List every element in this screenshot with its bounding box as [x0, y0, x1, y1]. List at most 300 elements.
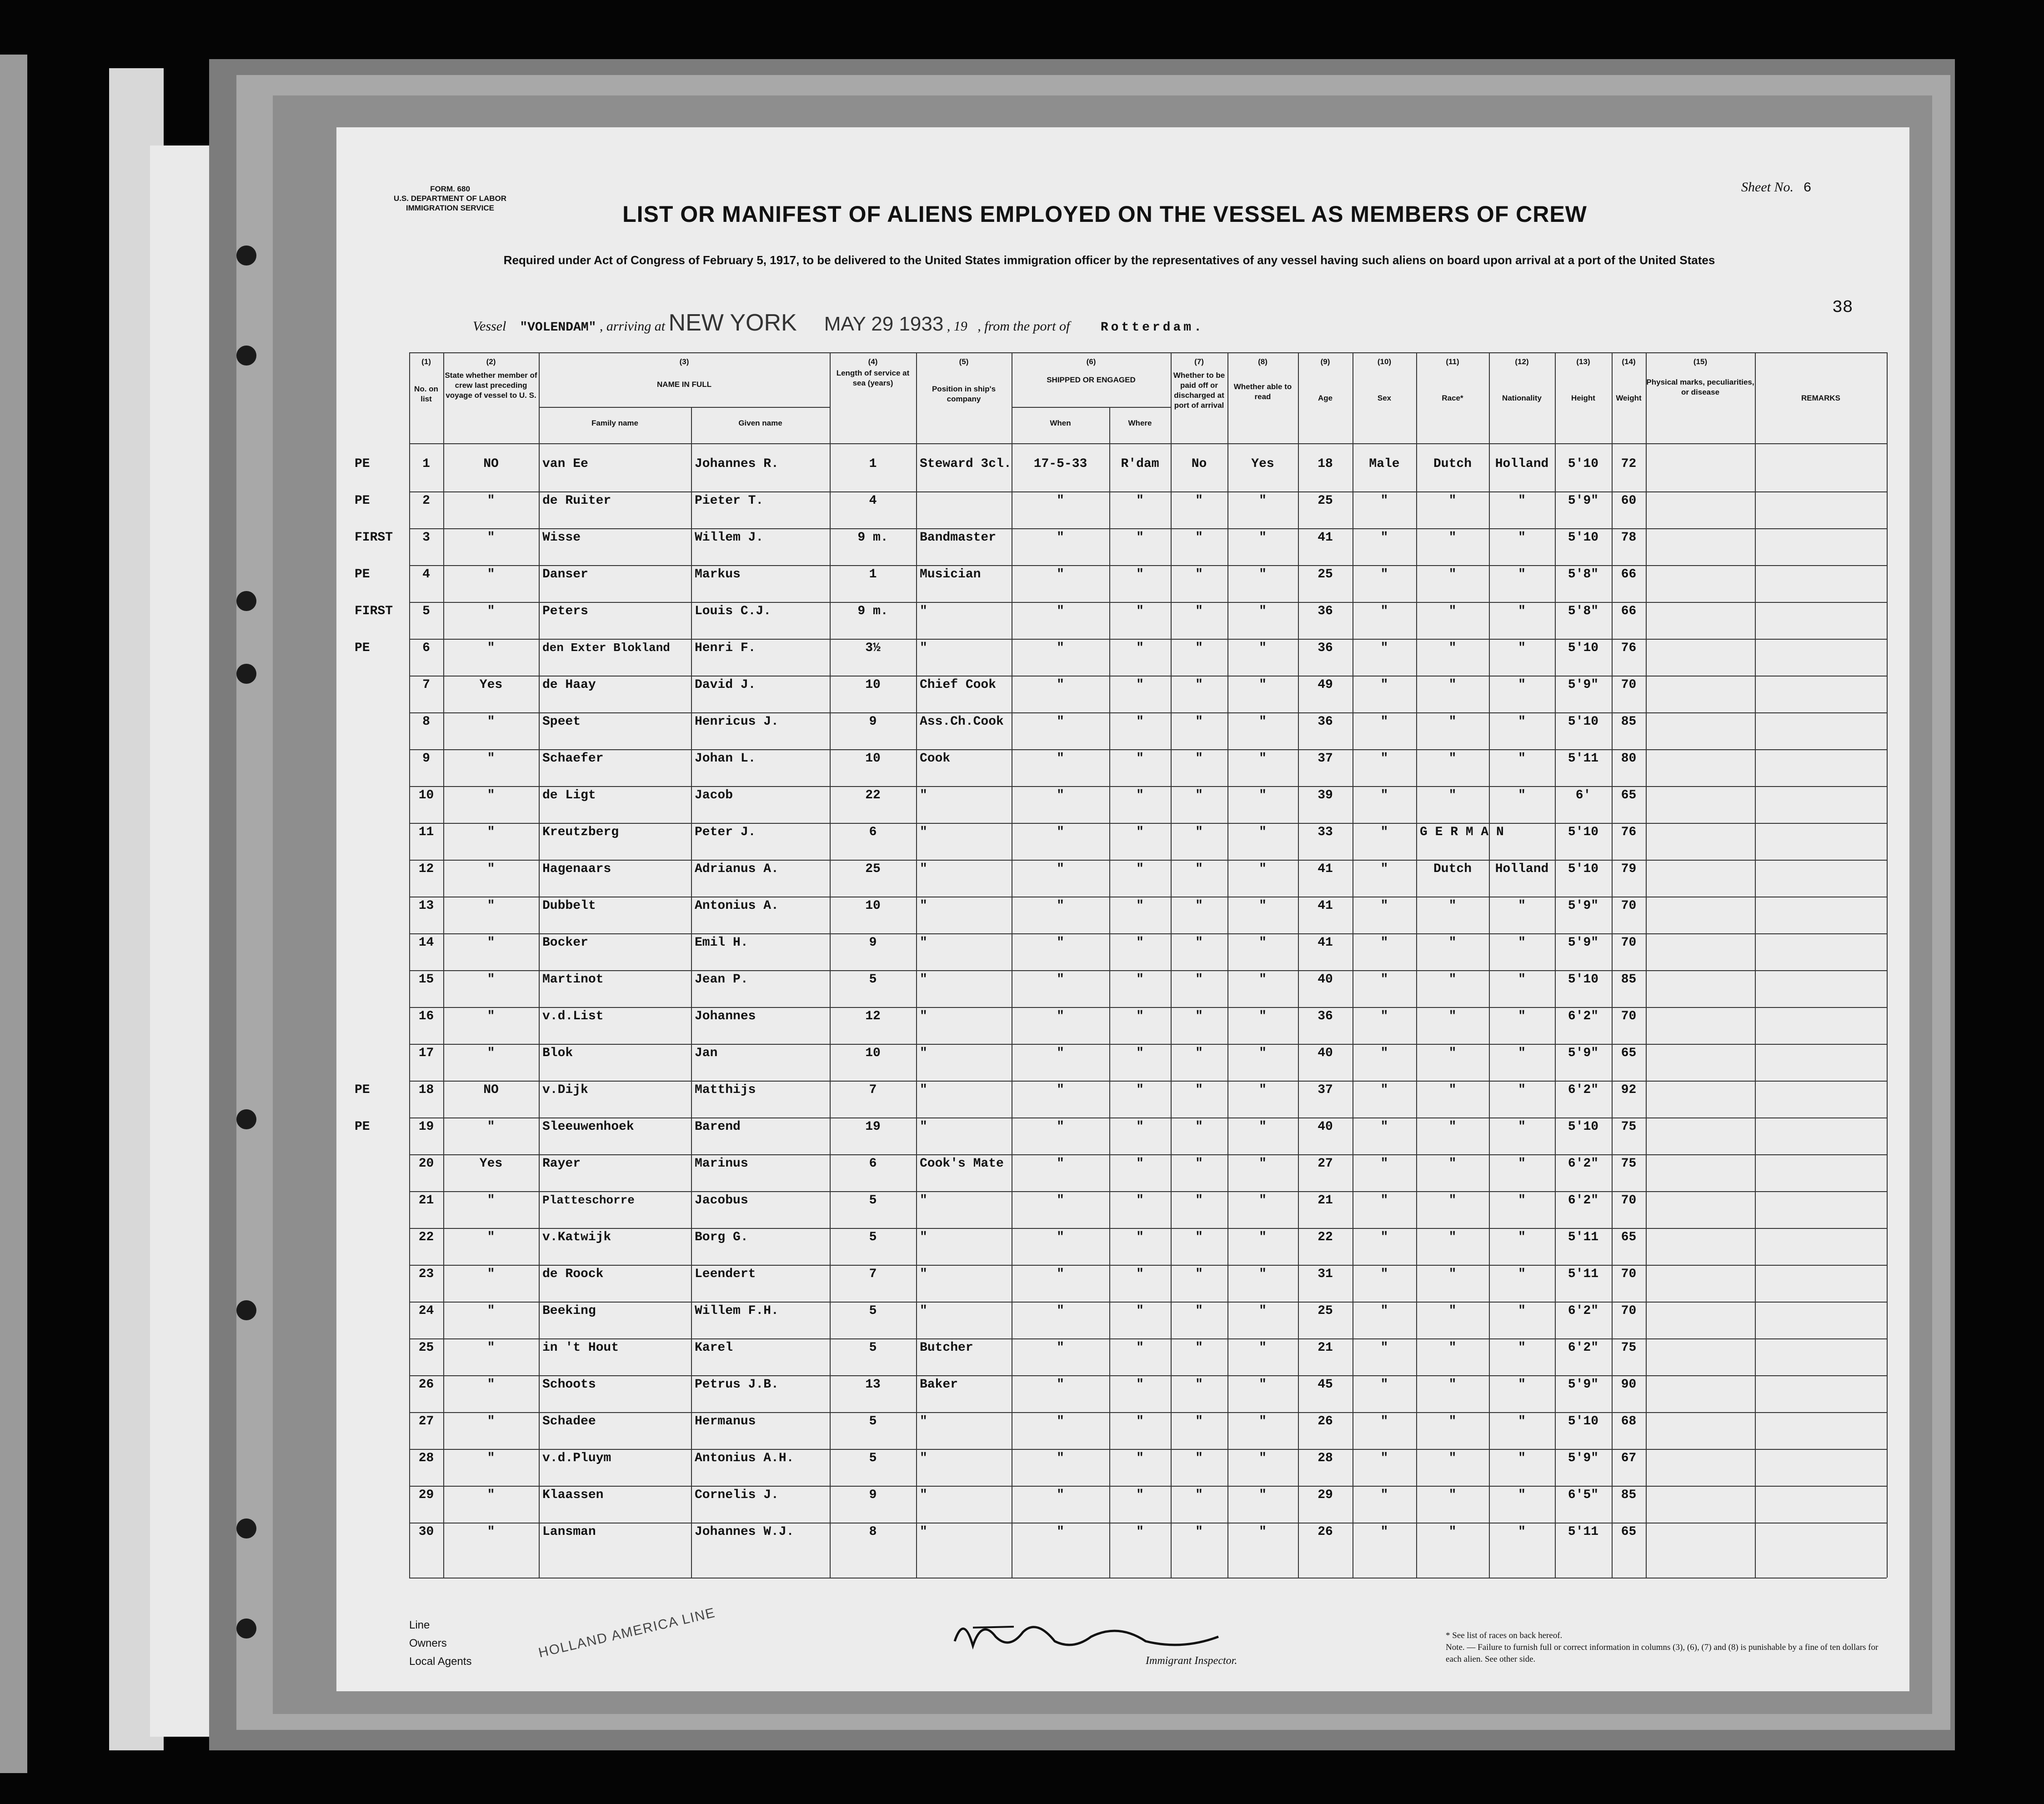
cell-service: 7 [869, 1083, 877, 1097]
cell-paid: " [1195, 531, 1203, 545]
cell-race: " [1448, 1120, 1457, 1134]
cell-read: " [1259, 531, 1267, 545]
shipping-line-stamp: HOLLAND AMERICA LINE [537, 1605, 717, 1661]
cell-position: Butcher [920, 1341, 973, 1355]
cell-when: " [1057, 788, 1064, 802]
cell-given: Cornelis J. [695, 1488, 779, 1502]
cell-family: Klaassen [542, 1488, 604, 1502]
cell-age: 37 [1318, 1083, 1333, 1097]
cell-nat: Holland [1495, 457, 1549, 471]
cell-read: " [1259, 1304, 1267, 1318]
cell-position: " [920, 899, 927, 913]
cell-paid: " [1195, 604, 1203, 618]
table-row [0, 1479, 1955, 1515]
cell-when: " [1057, 641, 1064, 655]
cell-when: " [1057, 1230, 1064, 1244]
cell-paid: " [1195, 972, 1203, 987]
cell-height: 5'9" [1568, 1451, 1599, 1465]
col-7-number: (7) [1194, 357, 1204, 366]
cell-family: de Haay [542, 678, 596, 692]
cell-family: Beeking [542, 1304, 596, 1318]
cell-when: " [1057, 1267, 1064, 1281]
cell-no: 17 [418, 1046, 434, 1060]
col-height-header: Height [1571, 394, 1595, 402]
cell-no: 9 [422, 752, 430, 766]
cell-age: 40 [1318, 972, 1333, 987]
cell-when: " [1057, 1488, 1064, 1502]
col-sex-header: Sex [1377, 394, 1392, 402]
cell-read: " [1259, 641, 1267, 655]
table-row [0, 1442, 1955, 1478]
cell-weight: 70 [1621, 899, 1637, 913]
cell-read: " [1259, 899, 1267, 913]
punch-hole [236, 246, 256, 266]
cell-read: " [1259, 1341, 1267, 1355]
cell-sex: " [1380, 1193, 1388, 1208]
cell-service: 4 [869, 494, 877, 508]
col-10-number: (10) [1377, 357, 1392, 366]
sheet-value: 6 [1803, 180, 1812, 196]
cell-weight: 67 [1621, 1451, 1637, 1465]
cell-height: 5'11 [1568, 752, 1599, 766]
cell-position: " [920, 1193, 927, 1208]
cell-weight: 70 [1621, 1009, 1637, 1023]
cell-height: 5'11 [1568, 1267, 1599, 1281]
cell-sex: " [1380, 1451, 1388, 1465]
table-row [0, 1368, 1955, 1405]
cell-paid: " [1195, 1046, 1203, 1060]
cell-paid: " [1195, 1230, 1203, 1244]
table-row [0, 1332, 1955, 1368]
cell-weight: 92 [1621, 1083, 1637, 1097]
cell-when: " [1057, 1414, 1064, 1428]
cell-nat: " [1518, 1267, 1526, 1281]
cell-where: " [1136, 825, 1144, 839]
col-1-number: (1) [421, 357, 431, 366]
cell-no: 18 [418, 1083, 434, 1097]
cell-height: 5'10 [1568, 862, 1599, 876]
cell-nat: " [1518, 715, 1526, 729]
cell-when: " [1057, 972, 1064, 987]
voyage-line [473, 309, 1204, 336]
cell-family: de Ruiter [542, 494, 611, 508]
cell-service: 9 m. [857, 531, 888, 545]
cell-weight: 70 [1621, 678, 1637, 692]
cell-race: " [1448, 678, 1457, 692]
cell-prev: " [487, 1046, 495, 1060]
cell-age: 36 [1318, 641, 1333, 655]
cell-read: " [1259, 1378, 1267, 1392]
cell-height: 5'9" [1568, 899, 1599, 913]
cell-prev: " [487, 1341, 495, 1355]
cell-prev: " [487, 752, 495, 766]
cell-where: " [1136, 1341, 1144, 1355]
cell-when: " [1057, 1193, 1064, 1208]
cell-sex: " [1380, 1341, 1388, 1355]
cell-read: " [1259, 567, 1267, 581]
cell-where: " [1136, 1488, 1144, 1502]
table-row [0, 1516, 1955, 1552]
penalty-note: Note. — Failure to furnish full or correct information in columns (3), (6), (7) and (8) is punishable by a fine of ten dollars for each alien. See other side. [1446, 1643, 1879, 1664]
cell-nat: " [1518, 972, 1526, 987]
cell-position: " [920, 1267, 927, 1281]
cell-prev: " [487, 1378, 495, 1392]
cell-prev: " [487, 567, 495, 581]
cell-no: 12 [418, 862, 434, 876]
cell-race: " [1448, 972, 1457, 987]
cell-paid: " [1195, 1304, 1203, 1318]
cell-race: " [1448, 1046, 1457, 1060]
cell-position: " [920, 1083, 927, 1097]
col-shipped-header: SHIPPED OR ENGAGED [1047, 376, 1136, 384]
cell-when: " [1057, 1378, 1064, 1392]
cell-position: Baker [920, 1378, 958, 1392]
table-row [0, 1258, 1955, 1294]
cell-race: " [1448, 1083, 1457, 1097]
cell-prev: " [487, 641, 495, 655]
cell-read: " [1259, 604, 1267, 618]
cell-height: 5'9" [1568, 494, 1599, 508]
cell-given: Barend [695, 1120, 741, 1134]
cell-sex: " [1380, 678, 1388, 692]
cell-family: Kreutzberg [542, 825, 619, 839]
cell-paid: " [1195, 1525, 1203, 1539]
cell-age: 31 [1318, 1267, 1333, 1281]
cell-no: 3 [422, 531, 430, 545]
col-13-number: (13) [1576, 357, 1590, 366]
year-suffix: , 19 [947, 319, 967, 334]
cell-nat: " [1518, 567, 1526, 581]
cell-height: 5'11 [1568, 1525, 1599, 1539]
cell-height: 6'2" [1568, 1157, 1599, 1171]
table-row [0, 521, 1955, 558]
cell-race: " [1448, 1009, 1457, 1023]
cell-prev: Yes [479, 678, 503, 692]
cell-prev: " [487, 1193, 495, 1208]
cell-no: 27 [418, 1414, 434, 1428]
cell-nat: " [1518, 494, 1526, 508]
cell-nat: " [1518, 788, 1526, 802]
cell-position: " [920, 1451, 927, 1465]
cell-nat: " [1518, 641, 1526, 655]
cell-where: " [1136, 1525, 1144, 1539]
cell-weight: 65 [1621, 1525, 1637, 1539]
cell-given: Borg G. [695, 1230, 748, 1244]
cell-when: " [1057, 1304, 1064, 1318]
cell-prev: " [487, 936, 495, 950]
cell-nat: " [1518, 752, 1526, 766]
cell-age: 26 [1318, 1414, 1333, 1428]
cell-read: " [1259, 972, 1267, 987]
cell-position: " [920, 1120, 927, 1134]
vessel-name: "VOLENDAM" [520, 321, 596, 335]
cell-nat: " [1518, 1488, 1526, 1502]
cell-weight: 66 [1621, 567, 1637, 581]
cell-where: " [1136, 1157, 1144, 1171]
cell-when: 17-5-33 [1033, 457, 1087, 471]
cell-weight: 70 [1621, 1193, 1637, 1208]
cell-no: 23 [418, 1267, 434, 1281]
cell-weight: 78 [1621, 531, 1637, 545]
cell-given: Johannes W.J. [695, 1525, 794, 1539]
cell-read: " [1259, 1083, 1267, 1097]
cell-age: 41 [1318, 531, 1333, 545]
table-row [0, 963, 1955, 1000]
department-name: U.S. DEPARTMENT OF LABOR [393, 194, 507, 203]
cell-service: 9 [869, 715, 877, 729]
cell-when: " [1057, 752, 1064, 766]
cell-given: Jan [695, 1046, 718, 1060]
cell-sex: " [1380, 1046, 1388, 1060]
cell-race: Dutch [1433, 862, 1472, 876]
cell-weight: 65 [1621, 1230, 1637, 1244]
sheet-number [1741, 180, 1812, 196]
cell-given: Jacob [695, 788, 733, 802]
cell-given: Antonius A.H. [695, 1451, 794, 1465]
row-margin-mark: PE [355, 457, 370, 471]
cell-paid: " [1195, 936, 1203, 950]
cell-sex: " [1380, 1120, 1388, 1134]
cell-service: 25 [865, 862, 881, 876]
cell-service: 6 [869, 825, 877, 839]
punch-hole [236, 1619, 256, 1639]
cell-no: 25 [418, 1341, 434, 1355]
cell-weight: 85 [1621, 972, 1637, 987]
col-2-number: (2) [486, 357, 496, 366]
cell-paid: " [1195, 825, 1203, 839]
cell-sex: " [1380, 1157, 1388, 1171]
row-margin-mark: PE [355, 1120, 370, 1134]
cell-given: David J. [695, 678, 756, 692]
cell-height: 6'2" [1568, 1304, 1599, 1318]
cell-given: Markus [695, 567, 741, 581]
cell-height: 5'8" [1568, 604, 1599, 618]
cell-service: 10 [865, 678, 881, 692]
vessel-label: Vessel [473, 319, 506, 334]
cell-paid: " [1195, 899, 1203, 913]
cell-sex: " [1380, 752, 1388, 766]
cell-paid: " [1195, 1341, 1203, 1355]
cell-where: " [1136, 1193, 1144, 1208]
cell-read: " [1259, 1046, 1267, 1060]
col-weight-header: Weight [1616, 394, 1642, 402]
cell-no: 13 [418, 899, 434, 913]
cell-no: 30 [418, 1525, 434, 1539]
cell-race: G E R M A N [1420, 825, 1504, 839]
cell-given: Willem F.H. [695, 1304, 779, 1318]
cell-height: 5'8" [1568, 567, 1599, 581]
cell-nat: " [1518, 1157, 1526, 1171]
cell-family: den Exter Blokland [542, 641, 670, 655]
cell-service: 19 [865, 1120, 881, 1134]
cell-sex: " [1380, 825, 1388, 839]
cell-sex: " [1380, 1488, 1388, 1502]
cell-paid: " [1195, 715, 1203, 729]
cell-paid: " [1195, 678, 1203, 692]
cell-service: 1 [869, 457, 877, 471]
cell-paid: " [1195, 1451, 1203, 1465]
cell-race: " [1448, 1304, 1457, 1318]
cell-read: " [1259, 1157, 1267, 1171]
cell-given: Matthijs [695, 1083, 756, 1097]
cell-prev: " [487, 1525, 495, 1539]
table-row [0, 1000, 1955, 1037]
row-margin-mark: PE [355, 641, 370, 655]
cell-sex: " [1380, 862, 1388, 876]
cell-family: Sleeuwenhoek [542, 1120, 634, 1134]
cell-paid: " [1195, 1120, 1203, 1134]
cell-height: 6'2" [1568, 1341, 1599, 1355]
cell-read: " [1259, 1525, 1267, 1539]
cell-nat: " [1518, 1193, 1526, 1208]
cell-paid: No [1191, 457, 1207, 471]
cell-paid: " [1195, 1378, 1203, 1392]
cell-position: " [920, 1230, 927, 1244]
cell-height: 5'11 [1568, 1230, 1599, 1244]
cell-race: Dutch [1433, 457, 1472, 471]
sheet-label: Sheet No. [1741, 180, 1794, 195]
cell-height: 5'9" [1568, 1378, 1599, 1392]
table-row [0, 632, 1955, 668]
cell-paid: " [1195, 788, 1203, 802]
cell-sex: " [1380, 1525, 1388, 1539]
cell-race: " [1448, 1378, 1457, 1392]
table-top-rule [409, 352, 1887, 353]
document-subtitle: Required under Act of Congress of February 5, 1917, to be delivered to the United States immigration officer by the representatives of any vessel having such aliens on board upon arrival at a port of the United States [503, 253, 1715, 267]
cell-prev: " [487, 1267, 495, 1281]
cell-weight: 75 [1621, 1120, 1637, 1134]
table-row [0, 1148, 1955, 1184]
cell-when: " [1057, 1083, 1064, 1097]
departure-port: Rotterdam. [1100, 321, 1204, 335]
cell-position: Musician [920, 567, 981, 581]
cell-where: " [1136, 972, 1144, 987]
cell-where: R'dam [1121, 457, 1159, 471]
row-margin-mark: PE [355, 494, 370, 508]
cell-nat: " [1518, 531, 1526, 545]
cell-where: " [1136, 1009, 1144, 1023]
cell-position: " [920, 1525, 927, 1539]
cell-when: " [1057, 862, 1064, 876]
cell-position: " [920, 862, 927, 876]
cell-when: " [1057, 899, 1064, 913]
cell-age: 45 [1318, 1378, 1333, 1392]
col-when-header: When [1050, 419, 1071, 427]
cell-given: Peter J. [695, 825, 756, 839]
cell-read: " [1259, 1009, 1267, 1023]
table-row [0, 1405, 1955, 1442]
cell-no: 10 [418, 788, 434, 802]
cell-given: Jacobus [695, 1193, 748, 1208]
line-label: Line [409, 1619, 430, 1631]
col-name-header: NAME IN FULL [657, 380, 711, 389]
arrival-port-stamp: NEW YORK [668, 310, 797, 336]
cell-when: " [1057, 936, 1064, 950]
col-3-number: (3) [679, 357, 689, 366]
col-given-name-header: Given name [738, 419, 782, 427]
cell-when: " [1057, 1451, 1064, 1465]
cell-given: Henri F. [695, 641, 756, 655]
cell-nat: " [1518, 1304, 1526, 1318]
cell-prev: " [487, 715, 495, 729]
cell-nat: " [1518, 678, 1526, 692]
col-where-header: Where [1128, 419, 1152, 427]
cell-service: 9 [869, 936, 877, 950]
cell-read: " [1259, 1230, 1267, 1244]
cell-position: " [920, 1414, 927, 1428]
cell-race: " [1448, 1414, 1457, 1428]
cell-weight: 66 [1621, 604, 1637, 618]
cell-read: " [1259, 752, 1267, 766]
cell-prev: " [487, 825, 495, 839]
cell-no: 1 [422, 457, 430, 471]
cell-prev: " [487, 1120, 495, 1134]
cell-weight: 85 [1621, 715, 1637, 729]
cell-age: 33 [1318, 825, 1333, 839]
cell-weight: 70 [1621, 1267, 1637, 1281]
cell-position: " [920, 604, 927, 618]
cell-service: 7 [869, 1267, 877, 1281]
cell-service: 3½ [865, 641, 881, 655]
cell-where: " [1136, 752, 1144, 766]
cell-age: 39 [1318, 788, 1333, 802]
cell-family: Speet [542, 715, 581, 729]
cell-nat: " [1518, 1341, 1526, 1355]
cell-where: " [1136, 567, 1144, 581]
cell-race: " [1448, 1267, 1457, 1281]
cell-service: 12 [865, 1009, 881, 1023]
cell-no: 28 [418, 1451, 434, 1465]
from-label: , from the port of [977, 319, 1070, 334]
table-row [0, 558, 1955, 595]
cell-no: 7 [422, 678, 430, 692]
cell-family: Wisse [542, 531, 581, 545]
cell-where: " [1136, 1414, 1144, 1428]
col-11-number: (11) [1446, 357, 1459, 366]
cell-no: 21 [418, 1193, 434, 1208]
service-name: IMMIGRATION SERVICE [406, 204, 494, 212]
cell-given: Jean P. [695, 972, 748, 987]
col-family-name-header: Family name [591, 419, 638, 427]
cell-service: 8 [869, 1525, 877, 1539]
cell-prev: " [487, 1230, 495, 1244]
cell-height: 5'10 [1568, 531, 1599, 545]
cell-prev: " [487, 531, 495, 545]
cell-race: " [1448, 567, 1457, 581]
cell-family: Peters [542, 604, 588, 618]
table-row [0, 448, 1955, 484]
cell-when: " [1057, 825, 1064, 839]
cell-no: 5 [422, 604, 430, 618]
form-identifier [391, 184, 509, 213]
cell-age: 27 [1318, 1157, 1333, 1171]
cell-sex: " [1380, 899, 1388, 913]
cell-sex: " [1380, 1267, 1388, 1281]
cell-prev: " [487, 1488, 495, 1502]
cell-given: Johannes R. [695, 457, 779, 471]
name-subheader-rule [539, 407, 830, 408]
table-row [0, 742, 1955, 779]
cell-when: " [1057, 1046, 1064, 1060]
shipped-subheader-rule [1012, 407, 1171, 408]
cell-service: 5 [869, 1193, 877, 1208]
table-row [0, 890, 1955, 926]
cell-read: " [1259, 1414, 1267, 1428]
cell-prev: " [487, 1009, 495, 1023]
cell-sex: " [1380, 1378, 1388, 1392]
cell-age: 29 [1318, 1488, 1333, 1502]
cell-family: de Ligt [542, 788, 596, 802]
